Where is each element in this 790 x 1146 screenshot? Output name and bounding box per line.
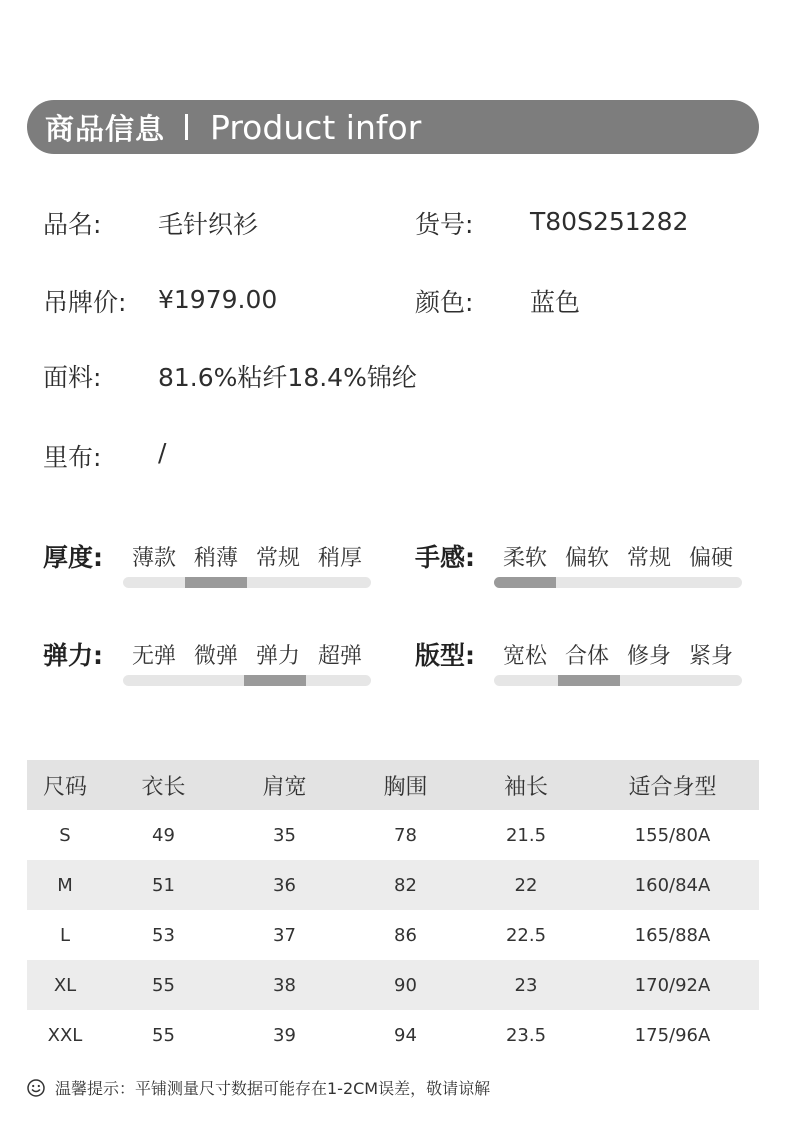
table-cell: 82 bbox=[345, 860, 466, 910]
color-label: 颜色: bbox=[415, 288, 474, 317]
elasticity-option: 无弹 bbox=[131, 644, 176, 669]
fabric-label: 面料: bbox=[43, 363, 102, 392]
feel-option: 柔软 bbox=[502, 546, 547, 571]
table-cell: 94 bbox=[394, 1024, 417, 1046]
table-cell: 39 bbox=[273, 1024, 296, 1046]
table-row bbox=[27, 810, 759, 860]
elasticity-selected-indicator bbox=[244, 675, 306, 686]
table-cell: 55 bbox=[103, 960, 224, 1010]
sku-label: 货号: bbox=[415, 210, 474, 239]
table-cell: 160/84A bbox=[586, 860, 759, 910]
table-cell: XXL bbox=[47, 1024, 83, 1046]
table-cell: 22 bbox=[466, 860, 586, 910]
column-header: 适合身型 bbox=[586, 760, 759, 810]
tip-text: 温馨提示：平铺测量尺寸数据可能存在1-2CM误差，敬请谅解 bbox=[55, 1079, 491, 1098]
table-cell: L bbox=[59, 924, 71, 946]
elasticity-track bbox=[123, 675, 371, 686]
table-cell: 38 bbox=[224, 960, 345, 1010]
table-cell: 86 bbox=[394, 924, 417, 946]
sku-value: T80S251282 bbox=[530, 207, 689, 236]
elasticity-option: 超弹 bbox=[317, 644, 362, 669]
fit-track bbox=[494, 675, 742, 686]
thickness-selected-indicator bbox=[185, 577, 247, 588]
column-header: 袖长 bbox=[466, 760, 586, 810]
table-cell: 21.5 bbox=[505, 824, 547, 846]
header-title-cn: 商品信息 bbox=[45, 111, 166, 146]
table-cell: 170/92A bbox=[586, 960, 759, 1010]
table-row bbox=[27, 960, 759, 1010]
section-header bbox=[27, 100, 759, 154]
table-cell: 53 bbox=[152, 924, 175, 946]
thickness-label: 厚度: bbox=[43, 543, 103, 572]
lining-value: / bbox=[158, 438, 167, 467]
name-label: 品名: bbox=[43, 210, 102, 239]
feel-label: 手感: bbox=[415, 543, 475, 572]
feel-track bbox=[494, 577, 742, 588]
table-cell: 49 bbox=[152, 824, 175, 846]
size-table-header bbox=[27, 760, 759, 810]
column-header: 肩宽 bbox=[224, 760, 345, 810]
price-label: 吊牌价: bbox=[43, 288, 127, 317]
elasticity-label: 弹力: bbox=[43, 641, 103, 670]
table-row bbox=[27, 910, 759, 960]
fit-option: 合体 bbox=[564, 644, 609, 669]
table-cell: 23 bbox=[466, 960, 586, 1010]
table-cell: 78 bbox=[394, 824, 417, 846]
fit-label: 版型: bbox=[415, 641, 475, 670]
name-value: 毛针织衫 bbox=[158, 210, 259, 239]
thickness-track bbox=[123, 577, 371, 588]
thickness-option: 常规 bbox=[255, 546, 300, 571]
feel-selected-indicator bbox=[494, 577, 556, 588]
table-cell: M bbox=[27, 860, 103, 910]
feel-option: 偏硬 bbox=[688, 546, 733, 571]
fit-option: 修身 bbox=[626, 644, 671, 669]
table-cell: 165/88A bbox=[634, 924, 711, 946]
measurement-tip bbox=[27, 1076, 490, 1099]
lining-label: 里布: bbox=[43, 443, 102, 472]
table-cell: 35 bbox=[273, 824, 296, 846]
color-value: 蓝色 bbox=[530, 288, 581, 317]
smile-icon bbox=[27, 1079, 45, 1097]
table-cell: 37 bbox=[273, 924, 296, 946]
fit-selected-indicator bbox=[558, 675, 620, 686]
thickness-option: 薄款 bbox=[131, 546, 176, 571]
header-divider bbox=[185, 114, 188, 140]
table-cell: 90 bbox=[345, 960, 466, 1010]
feel-option: 常规 bbox=[626, 546, 671, 571]
feel-option: 偏软 bbox=[564, 546, 609, 571]
table-cell: 51 bbox=[103, 860, 224, 910]
column-header: 尺码 bbox=[27, 760, 103, 810]
table-cell: 36 bbox=[224, 860, 345, 910]
elasticity-option: 微弹 bbox=[193, 644, 238, 669]
column-header: 胸围 bbox=[345, 760, 466, 810]
fabric-value: 81.6%粘纤18.4%锦纶 bbox=[158, 363, 417, 392]
table-row bbox=[27, 1010, 759, 1060]
table-cell: 175/96A bbox=[634, 1024, 711, 1046]
fit-option: 紧身 bbox=[688, 644, 733, 669]
table-cell: 22.5 bbox=[505, 924, 547, 946]
thickness-option: 稍薄 bbox=[193, 546, 238, 571]
price-value: ¥1979.00 bbox=[158, 285, 278, 314]
table-cell: XL bbox=[27, 960, 103, 1010]
table-cell: S bbox=[59, 824, 71, 846]
size-table bbox=[27, 760, 759, 1060]
header-title-en: Product infor bbox=[210, 107, 422, 147]
thickness-option: 稍厚 bbox=[317, 546, 362, 571]
column-header: 衣长 bbox=[103, 760, 224, 810]
elasticity-option: 弹力 bbox=[255, 644, 300, 669]
table-cell: 155/80A bbox=[634, 824, 711, 846]
table-row bbox=[27, 860, 759, 910]
table-cell: 23.5 bbox=[505, 1024, 547, 1046]
table-cell: 55 bbox=[152, 1024, 175, 1046]
fit-option: 宽松 bbox=[502, 644, 547, 669]
